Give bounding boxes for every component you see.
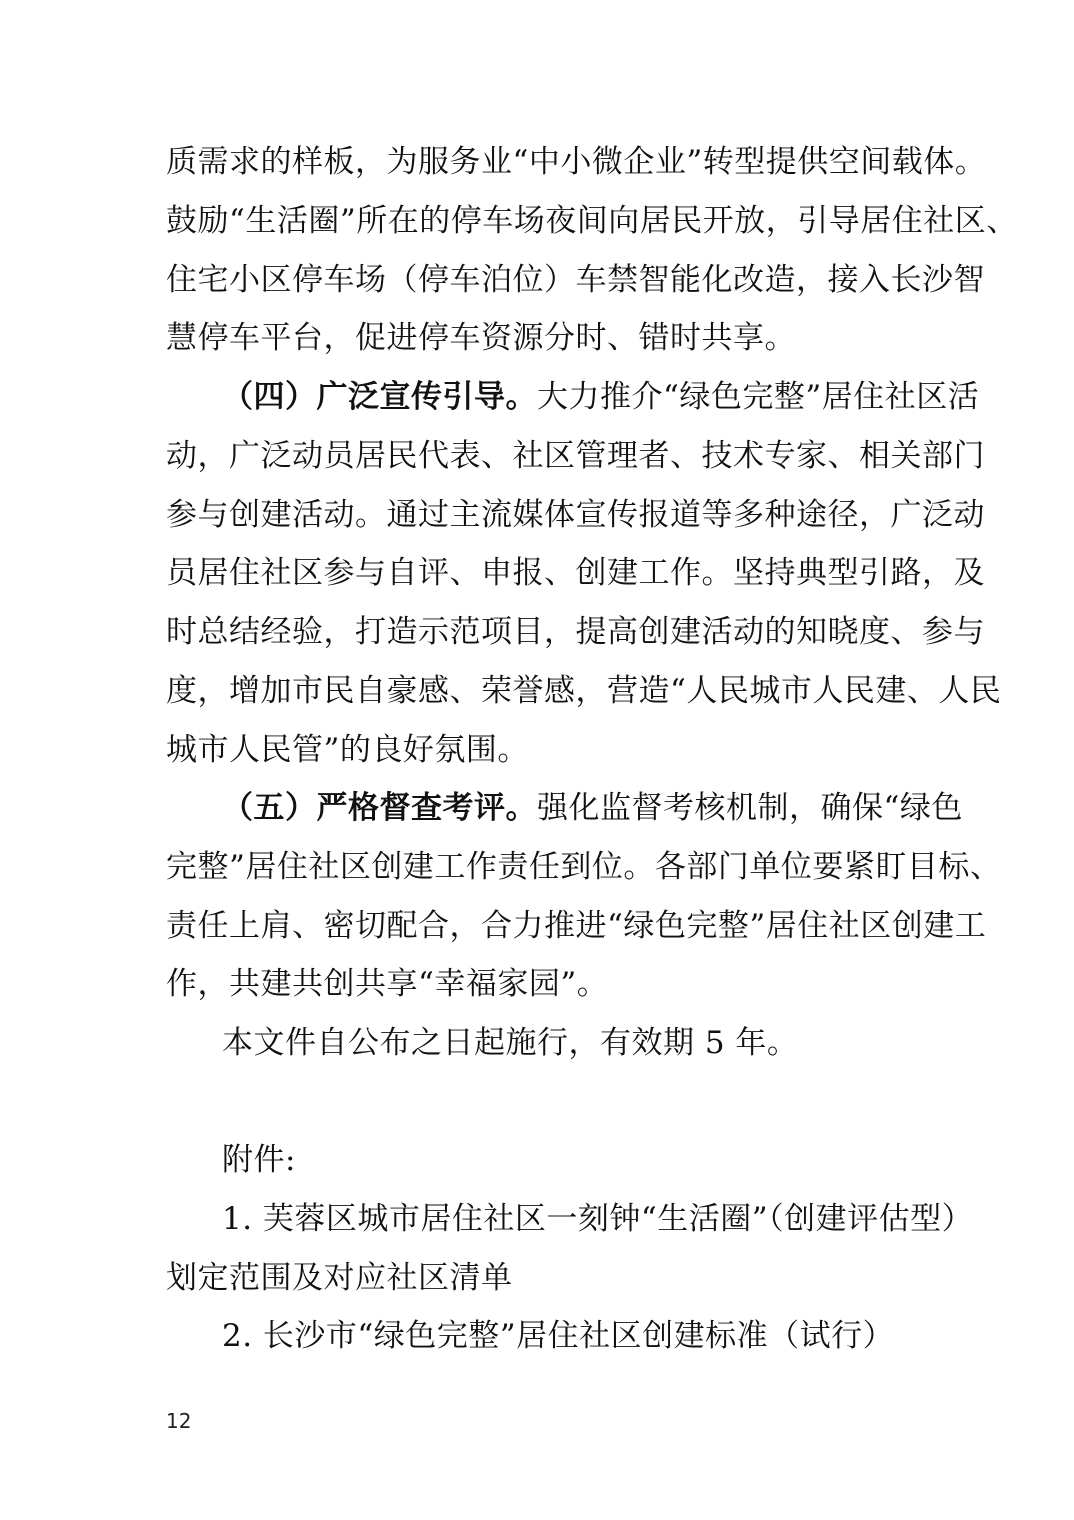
attachments-label: 附件: xyxy=(222,1142,296,1178)
body-text-line: 责任上肩、密切配合，合力推进“绿色完整”居住社区创建工 xyxy=(166,908,987,944)
section-5-intro-text: 强化监督考核机制，确保“绿色 xyxy=(537,790,963,826)
body-text-line: 时总结经验，打造示范项目，提高创建活动的知晓度、参与 xyxy=(166,614,985,650)
section-4-first-line xyxy=(222,377,982,417)
section-5-first-line xyxy=(222,788,982,828)
attachment-item-1: 1. 芙蓉区城市居住社区一刻钟“生活圈”（创建评估型） xyxy=(222,1201,974,1237)
body-text-line: 慧停车平台，促进停车资源分时、错时共享。 xyxy=(166,320,796,356)
body-text-line: 鼓励“生活圈”所在的停车场夜间向居民开放，引导居住社区、 xyxy=(166,203,1018,239)
body-text-line: 参与创建活动。通过主流媒体宣传报道等多种途径，广泛动 xyxy=(166,497,985,533)
page-number: 12 xyxy=(166,1409,192,1433)
body-text-line: 动，广泛动员居民代表、社区管理者、技术专家、相关部门 xyxy=(166,438,985,474)
body-text-line: 完整”居住社区创建工作责任到位。各部门单位要紧盯目标、 xyxy=(166,849,1002,885)
body-text-line: 度，增加市民自豪感、荣誉感，营造“人民城市人民建、人民 xyxy=(166,673,1002,709)
attachment-item-1-continuation: 划定范围及对应社区清单 xyxy=(166,1260,513,1296)
section-4-intro-text: 大力推介“绿色完整”居住社区活 xyxy=(537,379,980,415)
body-text-line: 作，共建共创共享“幸福家园”。 xyxy=(166,966,609,1002)
body-text-line: 质需求的样板，为服务业“中小微企业”转型提供空间载体。 xyxy=(166,144,987,180)
effective-statement: 本文件自公布之日起施行，有效期 5 年。 xyxy=(222,1025,799,1061)
body-text-line: 城市人民管”的良好氛围。 xyxy=(166,732,529,768)
body-text-line: 员居住社区参与自评、申报、创建工作。坚持典型引路，及 xyxy=(166,555,985,591)
section-5-heading: （五）严格督查考评。 xyxy=(222,790,537,826)
section-4-heading: （四）广泛宣传引导。 xyxy=(222,379,537,415)
body-text-line: 住宅小区停车场（停车泊位）车禁智能化改造，接入长沙智 xyxy=(166,262,985,298)
attachment-item-2: 2. 长沙市“绿色完整”居住社区创建标准（试行） xyxy=(222,1318,895,1354)
